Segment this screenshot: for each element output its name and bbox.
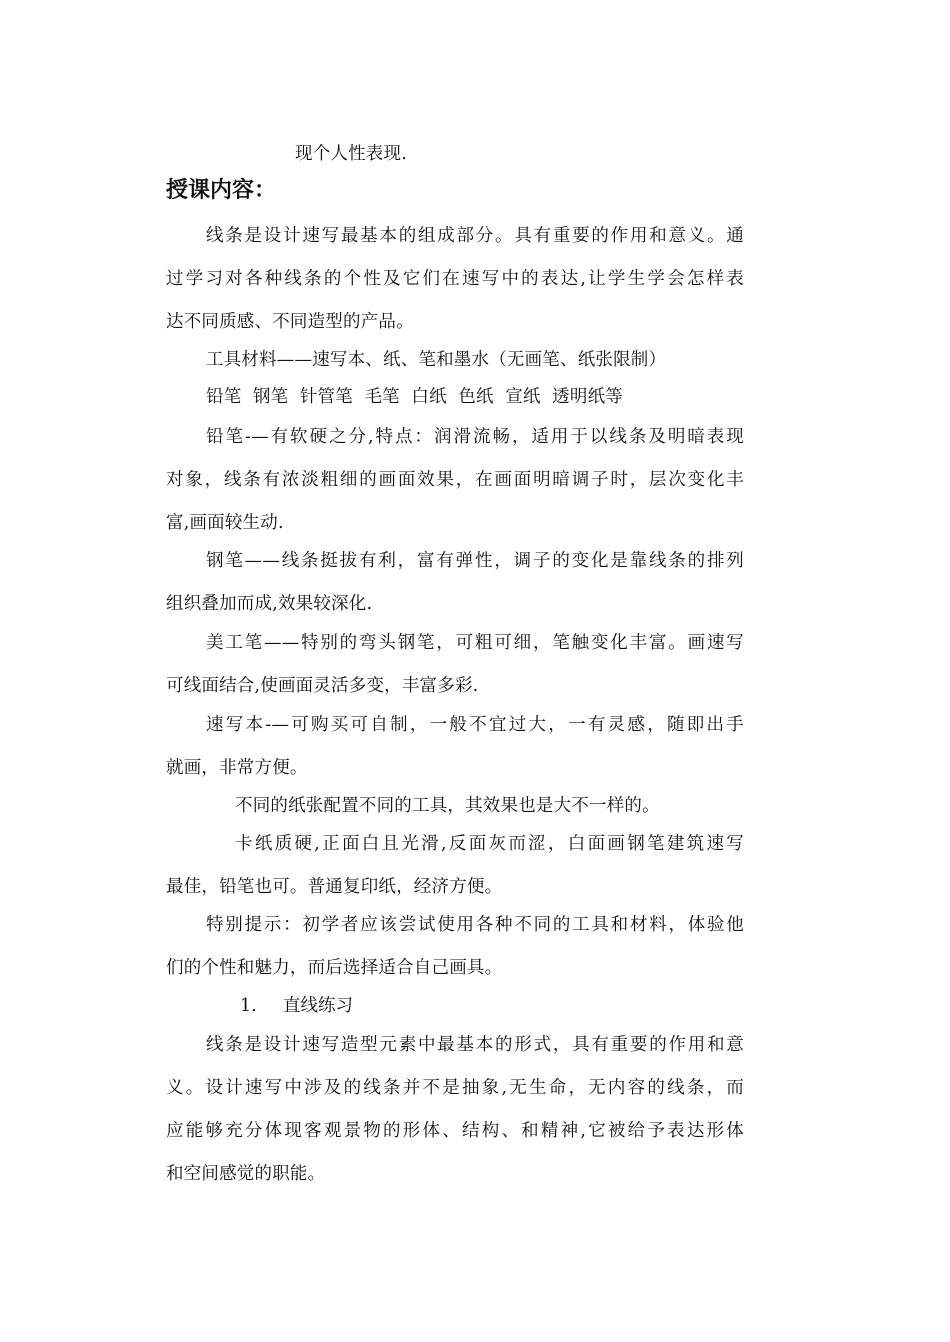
- paragraph-line: 钢笔——线条挺拔有利，富有弹性，调子的变化是靠线条的排列: [206, 551, 744, 571]
- paragraph-line: 就画，非常方便。: [166, 758, 308, 778]
- paragraph-line: 可线面结合,使画面灵活多变，丰富多彩.: [166, 676, 479, 696]
- list-item-text: 直线练习: [283, 996, 353, 1016]
- paragraph-line: 线条是设计速写最基本的组成部分。具有重要的作用和意义。通: [206, 226, 744, 246]
- paragraph-line: 富,画面较生动.: [166, 513, 284, 533]
- paragraph-line: 最佳，铅笔也可。普通复印纸，经济方便。: [166, 877, 503, 897]
- paragraph-line: 速写本-—可购买可自制，一般不宜过大，一有灵感，随即出手: [206, 715, 744, 735]
- intro-tail-line: 现个人性表现.: [295, 144, 407, 164]
- paragraph-line: 美工笔——特别的弯头钢笔，可粗可细，笔触变化丰富。画速写: [206, 633, 744, 653]
- paragraph-line: 工具材料——速写本、纸、笔和墨水（无画笔、纸张限制）: [206, 350, 667, 370]
- paragraph-line: 和空间感觉的职能。: [166, 1164, 326, 1184]
- paragraph-line: 义。设计速写中涉及的线条并不是抽象,无生命，无内容的线条，而: [166, 1078, 744, 1098]
- paragraph-line: 不同的纸张配置不同的工具，其效果也是大不一样的。: [235, 796, 660, 816]
- paragraph-line: 达不同质感、不同造型的产品。: [166, 312, 414, 332]
- section-heading: 授课内容：: [166, 178, 277, 203]
- paragraph-line: 特别提示：初学者应该尝试使用各种不同的工具和材料，体验他: [206, 915, 744, 935]
- paragraph-line: 铅笔-—有软硬之分,特点：润滑流畅，适用于以线条及明暗表现: [206, 427, 744, 447]
- paragraph-line: 应能够充分体现客观景物的形体、结构、和精神,它被给予表达形体: [166, 1121, 744, 1141]
- paragraph-line: 铅笔 钢笔 针管笔 毛笔 白纸 色纸 宣纸 透明纸等: [206, 387, 623, 407]
- paragraph-line: 对象，线条有浓淡粗细的画面效果，在画面明暗调子时，层次变化丰: [166, 470, 744, 490]
- paragraph-line: 线条是设计速写造型元素中最基本的形式，具有重要的作用和意: [206, 1035, 744, 1055]
- paragraph-line: 过学习对各种线条的个性及它们在速写中的表达,让学生学会怎样表: [166, 269, 744, 289]
- paragraph-line: 们的个性和魅力，而后选择适合自己画具。: [166, 958, 503, 978]
- list-item-number: 1.: [240, 996, 257, 1016]
- paragraph-line: 组织叠加而成,效果较深化.: [166, 594, 373, 614]
- paragraph-line: 卡纸质硬,正面白且光滑,反面灰而涩，白面画钢笔建筑速写: [235, 834, 744, 854]
